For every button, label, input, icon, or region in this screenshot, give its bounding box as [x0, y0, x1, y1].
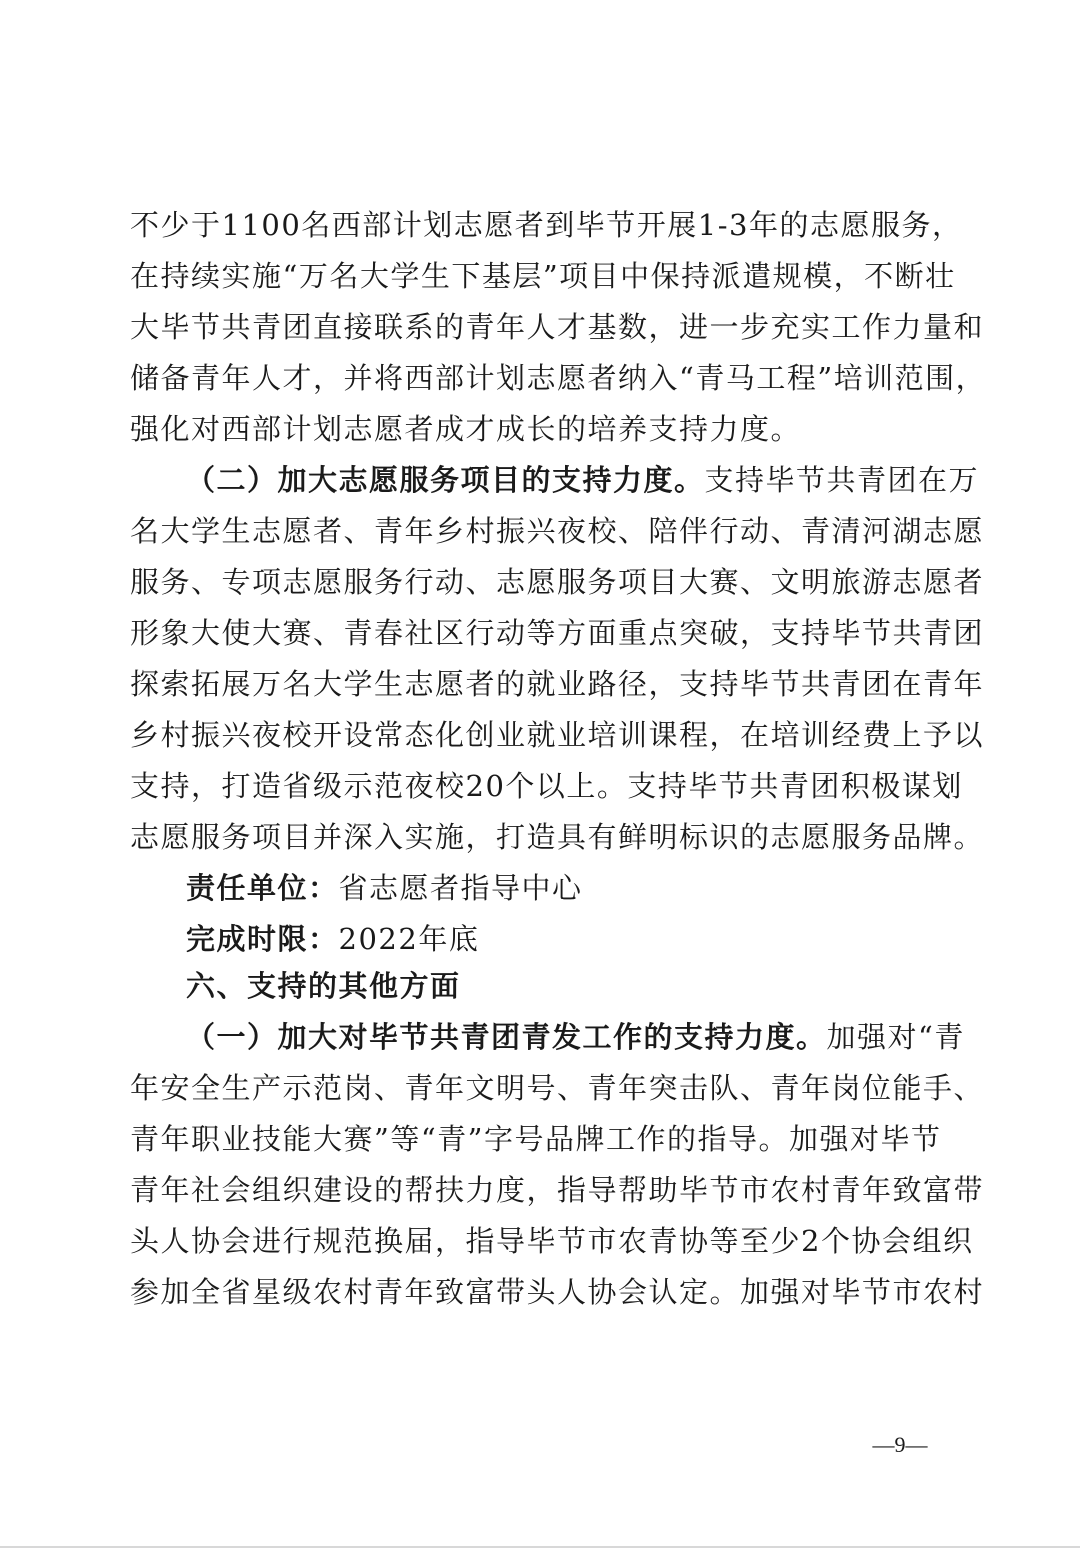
deadline-label: 完成时限： — [186, 922, 339, 956]
text-line: 青年社会组织建设的帮扶力度，指导帮助毕节市农村青年致富带 — [130, 1173, 985, 1207]
text-line — [186, 1017, 965, 1057]
deadline-value: 2022年底 — [338, 922, 480, 956]
page-bottom-edge — [0, 1546, 1080, 1548]
text-line: 头人协会进行规范换届，指导毕节市农青协等至少2个协会组织 — [130, 1224, 974, 1258]
text-line: 志愿服务项目并深入实施，打造具有鲜明标识的志愿服务品牌。 — [130, 820, 985, 854]
text-line: 大毕节共青团直接联系的青年人才基数，进一步充实工作力量和 — [130, 310, 985, 344]
page-number: —9— — [872, 1432, 928, 1457]
text-line: 不少于1100名西部计划志愿者到毕节开展1-3年的志愿服务， — [130, 208, 963, 242]
text-span: 加强对“青 — [826, 1020, 965, 1054]
responsibility-line — [186, 868, 930, 908]
deadline-line — [186, 919, 930, 959]
text-line: 年安全生产示范岗、青年文明号、青年突击队、青年岗位能手、 — [130, 1071, 985, 1105]
responsibility-value: 省志愿者指导中心 — [338, 871, 583, 905]
section-heading: （二）加大志愿服务项目的支持力度。 — [186, 463, 705, 497]
text-line: 探索拓展万名大学生志愿者的就业路径，支持毕节共青团在青年 — [130, 667, 985, 701]
text-line: 支持，打造省级示范夜校20个以上。支持毕节共青团积极谋划 — [130, 769, 963, 803]
text-line: 储备青年人才，并将西部计划志愿者纳入“青马工程”培训范围， — [130, 361, 987, 395]
responsibility-label: 责任单位： — [186, 871, 339, 905]
text-span: 支持毕节共青团在万 — [704, 463, 980, 497]
section-6-heading: 六、支持的其他方面 — [186, 969, 461, 1003]
text-line: 青年职业技能大赛”等“青”字号品牌工作的指导。加强对毕节 — [130, 1122, 942, 1156]
text-line: 强化对西部计划志愿者成才成长的培养支持力度。 — [130, 412, 802, 446]
text-line: 名大学生志愿者、青年乡村振兴夜校、陪伴行动、青清河湖志愿 — [130, 514, 985, 548]
section-heading: （一）加大对毕节共青团青发工作的支持力度。 — [186, 1020, 827, 1054]
text-line: 参加全省星级农村青年致富带头人协会认定。加强对毕节市农村 — [130, 1275, 985, 1309]
text-line: 在持续实施“万名大学生下基层”项目中保持派遣规模，不断壮 — [130, 259, 956, 293]
text-line: 服务、专项志愿服务行动、志愿服务项目大赛、文明旅游志愿者 — [130, 565, 985, 599]
text-line — [186, 460, 980, 500]
text-line: 形象大使大赛、青春社区行动等方面重点突破，支持毕节共青团 — [130, 616, 985, 650]
text-line: 乡村振兴夜校开设常态化创业就业培训课程，在培训经费上予以 — [130, 718, 985, 752]
